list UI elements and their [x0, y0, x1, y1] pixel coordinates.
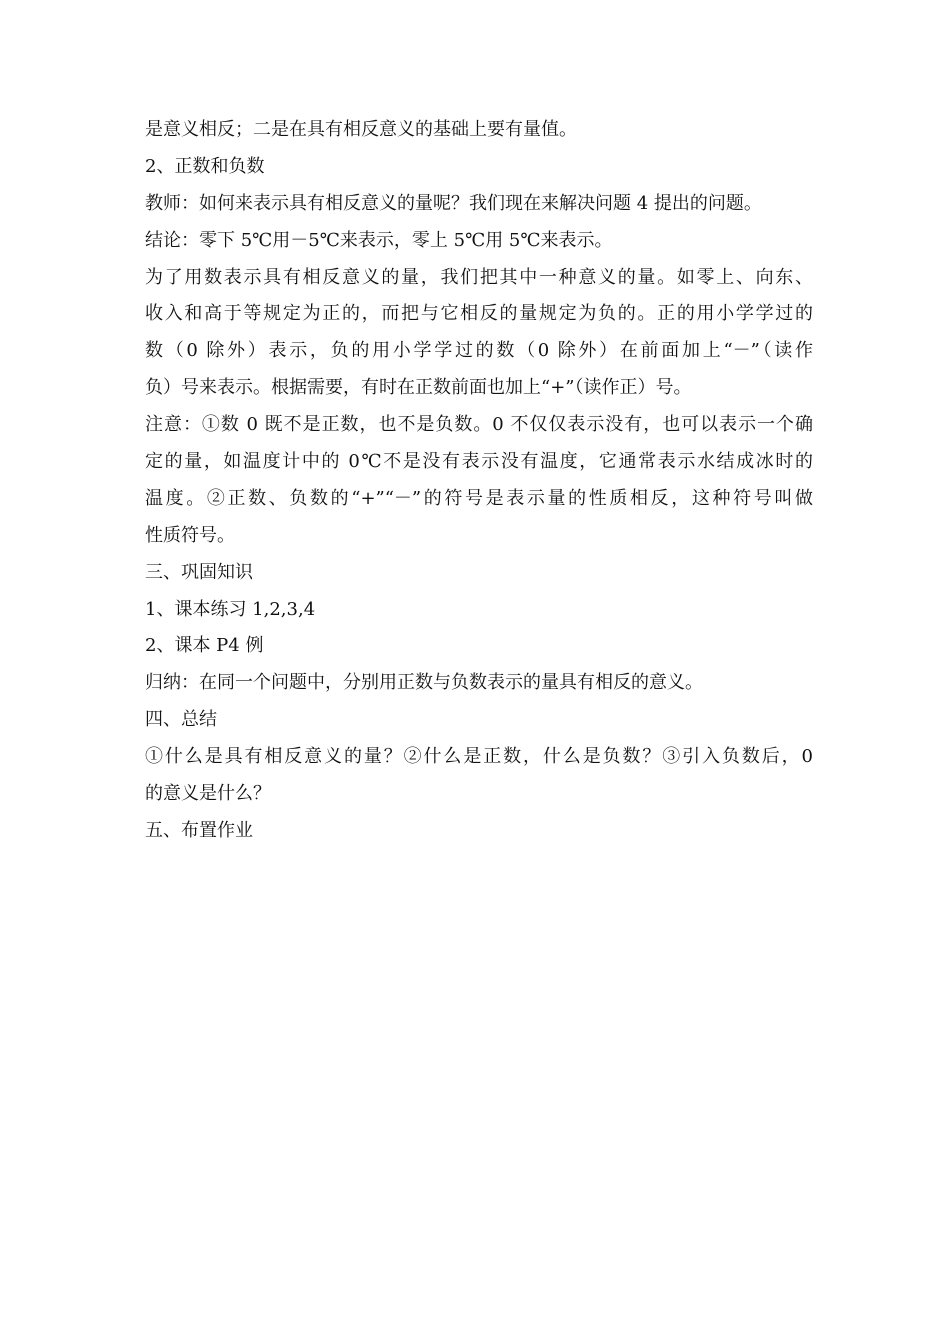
- paragraph-line: 是意义相反；二是在具有相反意义的基础上要有量值。: [145, 119, 577, 140]
- list-item: 1、课本练习 1,2,3,4: [145, 598, 316, 620]
- paragraph-line: 教师：如何来表示具有相反意义的量呢？我们现在来解决问题 4 提出的问题。: [145, 192, 762, 214]
- section-heading: 五、布置作业: [145, 819, 253, 841]
- paragraph-line: 温度。②正数、负数的“+”“－”的符号是表示量的性质相反，这种符号叫做: [145, 487, 813, 509]
- paragraph-line: 的意义是什么？: [145, 783, 271, 805]
- paragraph-line: 结论：零下 5℃用－5℃来表示，零上 5℃用 5℃来表示。: [145, 229, 613, 251]
- list-item: 2、课本 P4 例: [145, 635, 264, 657]
- paragraph-line: 负）号来表示。根据需要，有时在正数前面也加上“+”（读作正）号。: [145, 377, 692, 399]
- paragraph-line: 注意：①数 0 既不是正数，也不是负数。0 不仅仅表示没有，也可以表示一个确: [145, 414, 813, 436]
- paragraph-line: 归纳：在同一个问题中，分别用正数与负数表示的量具有相反的意义。: [145, 672, 703, 694]
- section-heading: 2、正数和负数: [145, 155, 265, 177]
- paragraph-line: 数（0 除外）表示，负的用小学学过的数（0 除外）在前面加上“－”（读作: [145, 340, 813, 362]
- paragraph-line: 为了用数表示具有相反意义的量，我们把其中一种意义的量。如零上、向东、: [145, 266, 813, 288]
- section-heading: 三、巩固知识: [145, 561, 253, 583]
- paragraph-line: 定的量，如温度计中的 0℃不是没有表示没有温度，它通常表示水结成冰时的: [145, 451, 813, 473]
- paragraph-line: 性质符号。: [145, 524, 235, 546]
- paragraph-line: 收入和高于等规定为正的，而把与它相反的量规定为负的。正的用小学学过的: [145, 303, 813, 325]
- section-heading: 四、总结: [145, 709, 217, 731]
- document-body: [145, 112, 813, 850]
- paragraph-line: ①什么是具有相反意义的量？②什么是正数，什么是负数？③引入负数后，0: [145, 746, 813, 768]
